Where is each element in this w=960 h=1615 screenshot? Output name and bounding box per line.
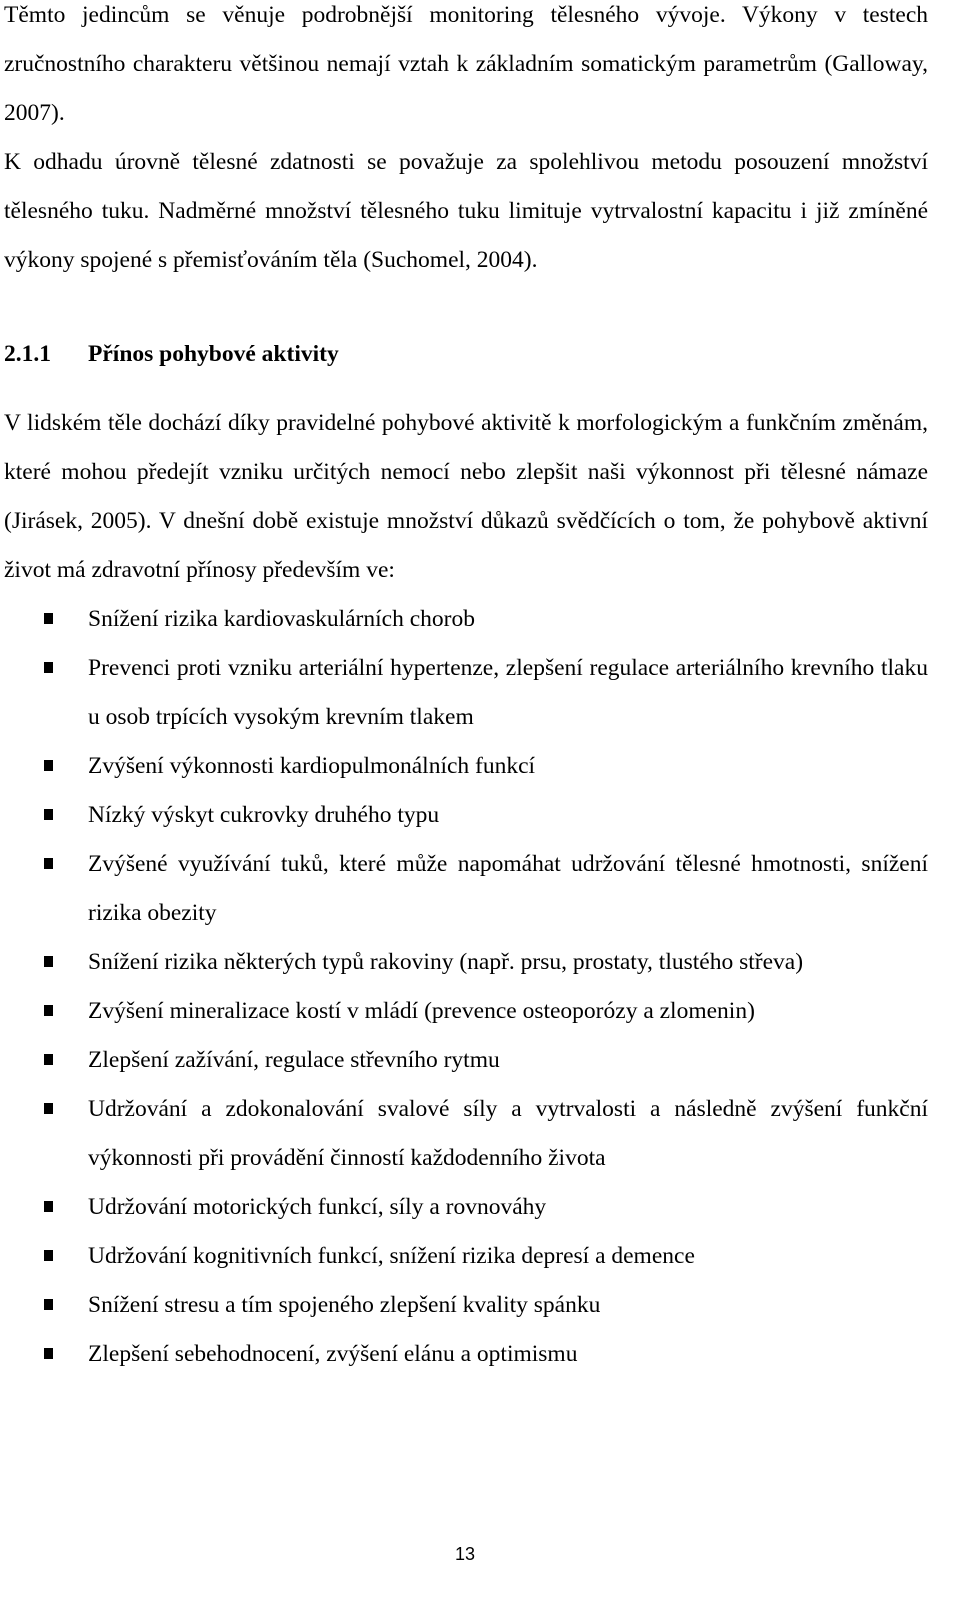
section-heading <box>4 330 928 379</box>
square-bullet-icon <box>44 1005 53 1016</box>
list-item: Zvýšení mineralizace kostí v mládí (prevence osteoporózy a zlomenin) <box>4 987 928 1036</box>
square-bullet-icon <box>44 1299 53 1310</box>
square-bullet-icon <box>44 662 53 673</box>
list-item: Prevenci proti vzniku arteriální hypertenze, zlepšení regulace arteriálního krevního tlaku u osob trpících vysokým krevním tlakem <box>4 644 928 742</box>
list-item: Udržování a zdokonalování svalové síly a vytrvalosti a následně zvýšení funkční výkonnosti při provádění činností každodenního života <box>4 1085 928 1183</box>
list-item: Nízký výskyt cukrovky druhého typu <box>4 791 928 840</box>
paragraph-benefits-intro: V lidském těle dochází díky pravidelné pohybové aktivitě k morfologickým a funkčním změnám, které mohou předejít vzniku určitých nemocí nebo zlepšit naši výkonnost při tělesné námaze (Jirásek, 2005). V dnešní době existuje množství důkazů svědčících o tom, že pohybově aktivní život má zdravotní přínosy především ve: <box>4 410 928 583</box>
paragraph-body-fat: K odhadu úrovně tělesné zdatnosti se považuje za spolehlivou metodu posouzení množství tělesného tuku. Nadměrné množství tělesného tuku limituje vytrvalostní kapacitu i již zmíněné výkony spojené s přemisťováním těla (Suchomel, 2004). <box>4 149 928 273</box>
list-item: Udržování motorických funkcí, síly a rovnováhy <box>4 1183 928 1232</box>
list-item: Zlepšení sebehodnocení, zvýšení elánu a optimismu <box>4 1330 928 1379</box>
paragraph-monitoring: Těmto jedincům se věnuje podrobnější monitoring tělesného vývoje. Výkony v testech zručnostního charakteru většinou nemají vztah k základním somatickým parametrům (Galloway, 2007). <box>4 2 928 126</box>
list-item: Zvýšení výkonnosti kardiopulmonálních funkcí <box>4 742 928 791</box>
square-bullet-icon <box>44 858 53 869</box>
page-number: 13 <box>454 1544 476 1564</box>
list-item: Snížení rizika kardiovaskulárních chorob <box>4 595 928 644</box>
square-bullet-icon <box>44 1054 53 1065</box>
square-bullet-icon <box>44 1348 53 1359</box>
square-bullet-icon <box>44 956 53 967</box>
square-bullet-icon <box>44 1103 53 1114</box>
list-item: Snížení rizika některých typů rakoviny (např. prsu, prostaty, tlustého střeva) <box>4 938 928 987</box>
square-bullet-icon <box>44 1250 53 1261</box>
list-item: Zvýšené využívání tuků, které může napomáhat udržování tělesné hmotnosti, snížení rizika obezity <box>4 840 928 938</box>
document-page <box>4 0 928 1379</box>
benefits-list <box>4 595 928 1379</box>
list-item: Snížení stresu a tím spojeného zlepšení kvality spánku <box>4 1281 928 1330</box>
square-bullet-icon <box>44 760 53 771</box>
square-bullet-icon <box>44 809 53 820</box>
square-bullet-icon <box>44 613 53 624</box>
list-item: Zlepšení zažívání, regulace střevního rytmu <box>4 1036 928 1085</box>
square-bullet-icon <box>44 1201 53 1212</box>
list-item: Udržování kognitivních funkcí, snížení rizika depresí a demence <box>4 1232 928 1281</box>
section-title: Přínos pohybové aktivity <box>88 341 339 367</box>
section-number: 2.1.1 <box>4 341 51 367</box>
